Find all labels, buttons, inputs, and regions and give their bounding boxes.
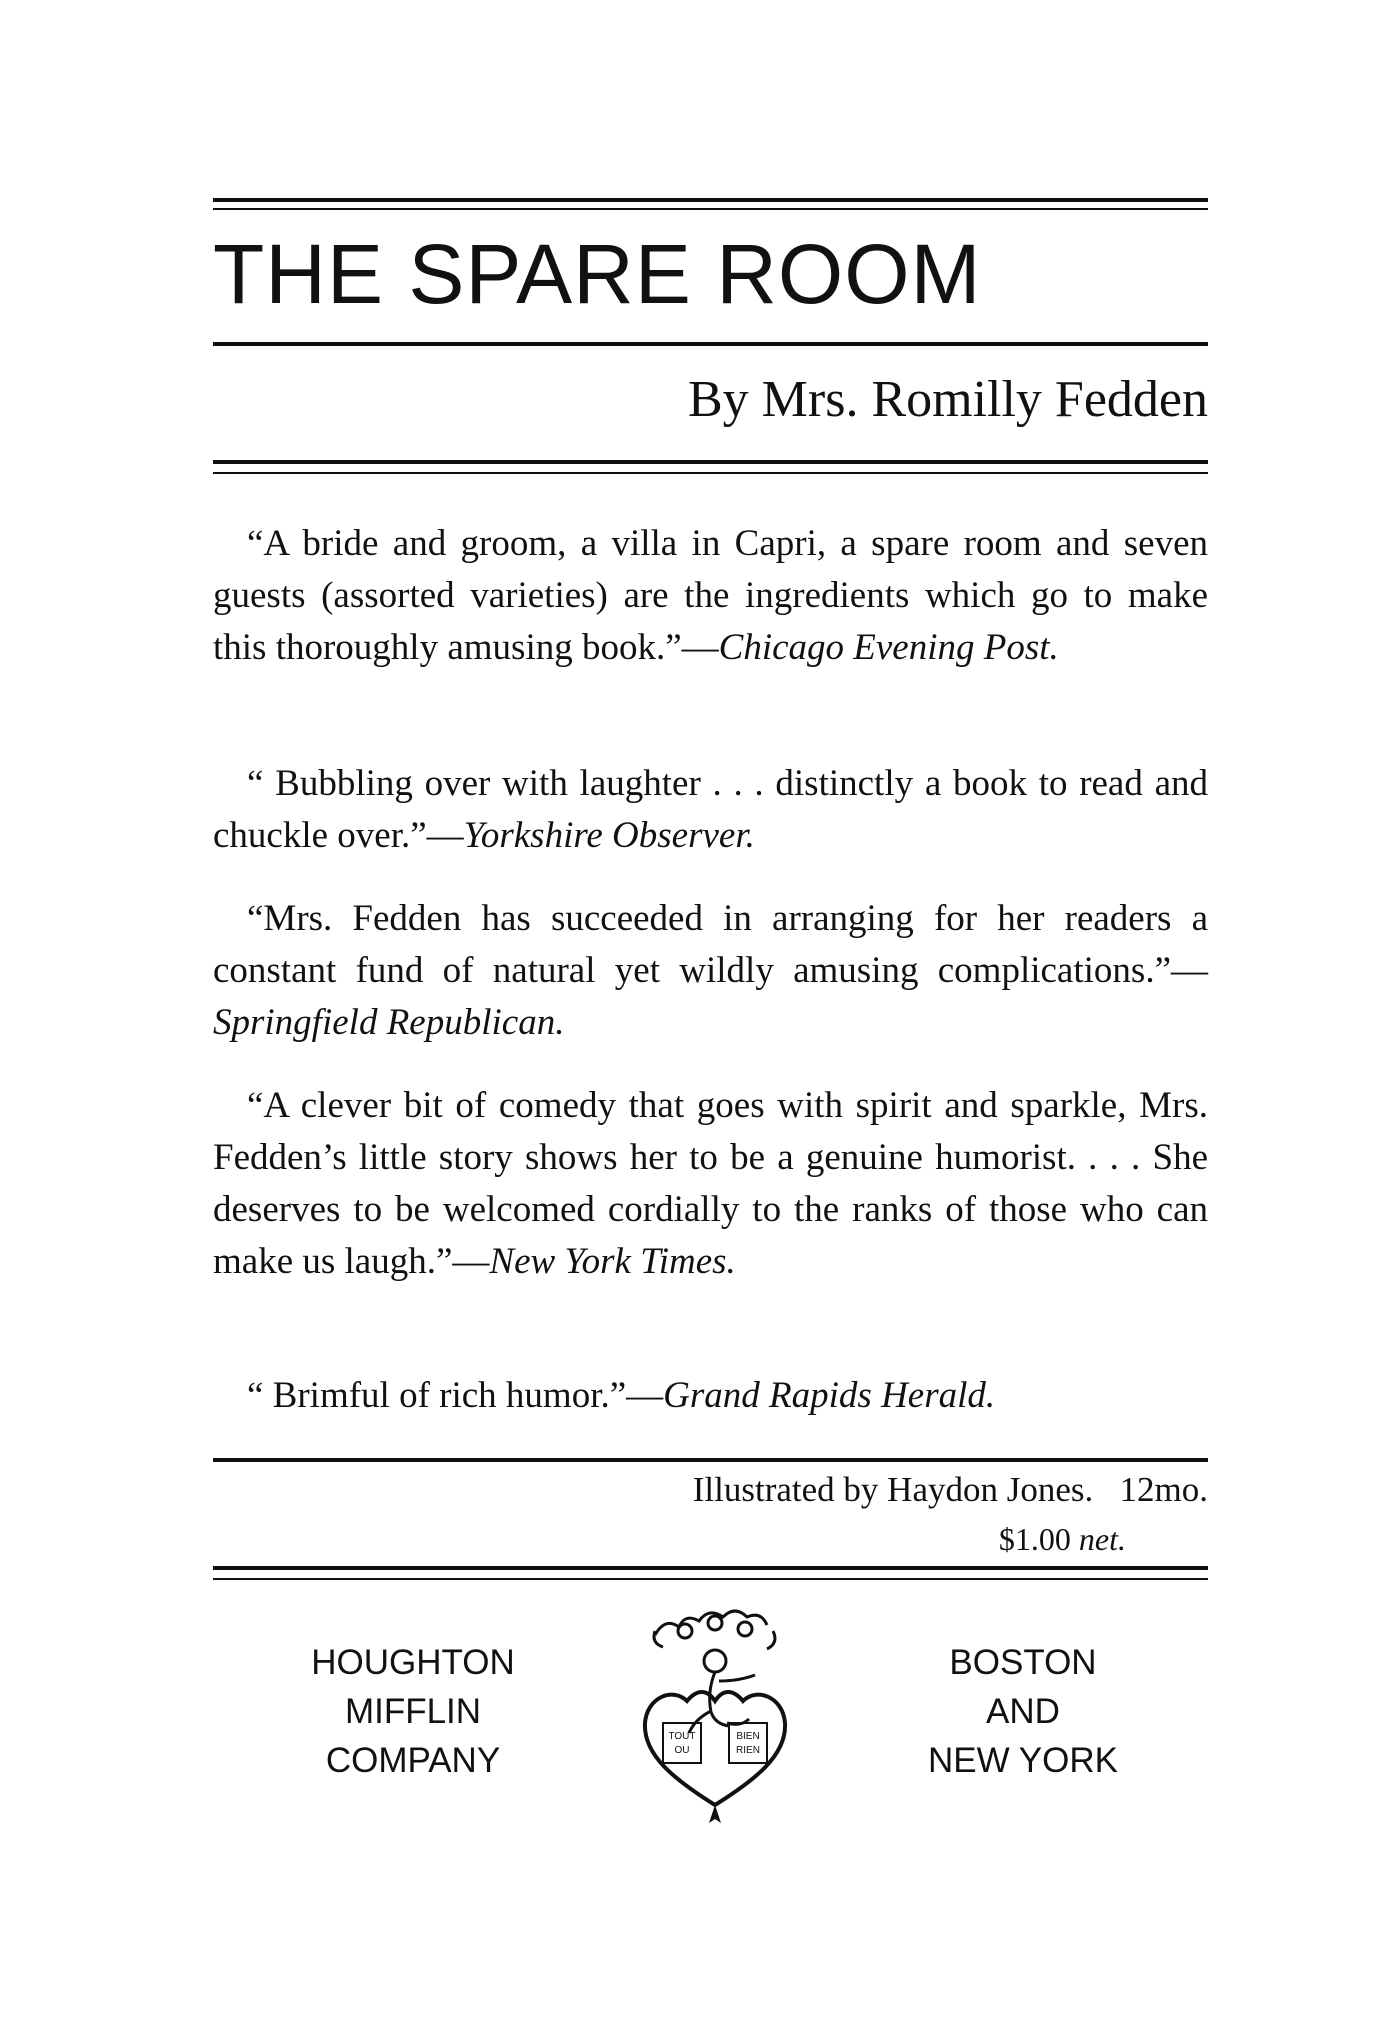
review-source: Grand Rapids Herald. [663, 1375, 996, 1416]
top-rule-thin [213, 208, 1208, 210]
svg-text:TOUT: TOUT [668, 1731, 696, 1742]
byline-rule-thin [213, 472, 1208, 474]
illustration-credit [693, 1472, 1208, 1507]
book-title: THE SPARE ROOM [213, 227, 982, 321]
review-source: New York Times. [489, 1241, 736, 1282]
illustrator-text: Illustrated by Haydon Jones. [692, 1470, 1094, 1509]
review-quote: “ Bubbling over with laughter . . . distinctly a book to read and chuckle over.”— [213, 763, 1208, 856]
review-source: Yorkshire Observer. [463, 815, 755, 856]
review-quote: “A clever bit of comedy that goes with spirit and sparkle, Mrs. Fedden’s little story shows her to be a genuine humorist. . . . She deserves to be welcomed cordially to the ranks of those who can make us laugh.”— [213, 1085, 1208, 1282]
review-source: Chicago Evening Post. [718, 627, 1059, 668]
review-2 [213, 758, 1208, 862]
publisher-line: MIFFLIN [344, 1692, 482, 1731]
bottom-rule [213, 1566, 1208, 1570]
author-byline: By Mrs. Romilly Fedden [687, 371, 1208, 428]
price-suffix: net. [1078, 1521, 1126, 1557]
city-line: AND [986, 1692, 1060, 1731]
price-value: $1.00 [998, 1521, 1071, 1557]
review-quote: “Mrs. Fedden has succeeded in arranging for her readers a constant fund of natural yet wildly amusing complications.”— [213, 898, 1208, 991]
review-1 [213, 518, 1208, 674]
review-5 [213, 1370, 1208, 1422]
top-rule [213, 198, 1208, 202]
review-quote: “ Brimful of rich humor.”— [247, 1375, 664, 1416]
title-rule [213, 342, 1208, 346]
publisher-line: COMPANY [325, 1741, 501, 1780]
publisher-cities [893, 1638, 1153, 1785]
svg-text:BIEN: BIEN [736, 1731, 760, 1742]
review-source: Springfield Republican. [213, 1002, 565, 1043]
city-line: BOSTON [949, 1643, 1097, 1682]
bottom-rule-thin [213, 1578, 1208, 1580]
book-format: 12mo. [1119, 1470, 1208, 1509]
publisher-device-logo [615, 1605, 815, 1835]
review-3 [213, 893, 1208, 1049]
details-rule [213, 1458, 1208, 1462]
price [999, 1523, 1126, 1555]
publisher-name [283, 1638, 543, 1785]
review-quote: “A bride and groom, a villa in Capri, a spare room and seven guests (assorted varieties) are the ingredients which go to make this thoroughly amusing book.”— [213, 523, 1208, 668]
publisher-line: HOUGHTON [311, 1643, 515, 1682]
svg-text:RIEN: RIEN [736, 1745, 760, 1756]
svg-text:OU: OU [674, 1745, 690, 1756]
byline-rule [213, 460, 1208, 464]
review-4 [213, 1080, 1208, 1288]
city-line: NEW YORK [928, 1741, 1118, 1780]
